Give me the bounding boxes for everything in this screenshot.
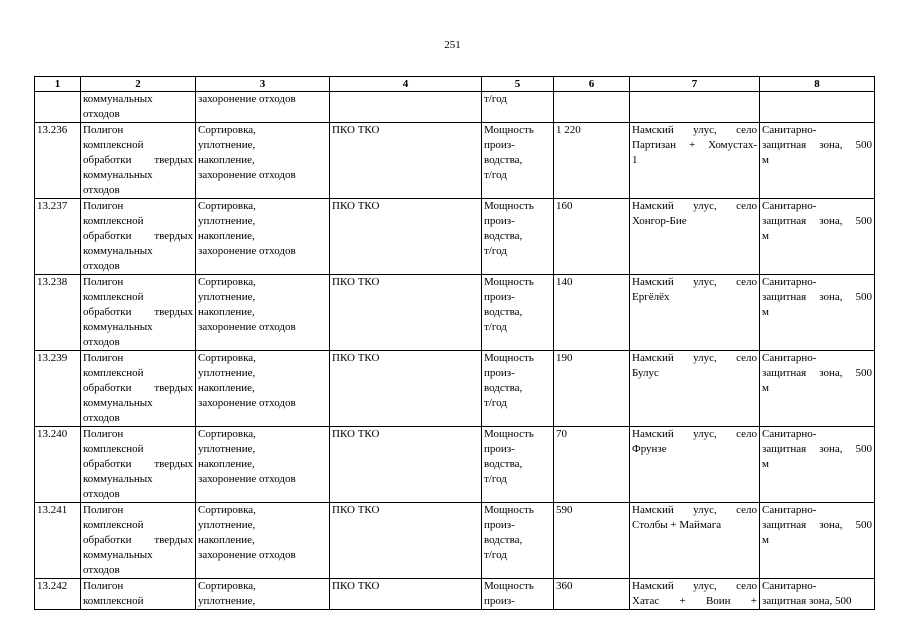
cell-line: коммунальных (83, 93, 153, 105)
table-row (35, 503, 875, 579)
cell-activity (196, 92, 330, 123)
cell-line: Санитарно- (762, 200, 817, 212)
cell-activity (196, 351, 330, 427)
cell-number: 13.239 (35, 351, 81, 427)
cell-line: водства, (484, 230, 523, 242)
cell-number: 13.236 (35, 123, 81, 199)
cell-line: защитная зона, 500 (762, 215, 872, 227)
cell-line: коммунальных (83, 549, 153, 561)
cell-line: комплексной (83, 595, 144, 607)
cell-line: комплексной (83, 519, 144, 531)
cell-line: Сортировка, (198, 580, 256, 592)
cell-location (630, 427, 760, 503)
cell-line: Мощность (484, 276, 534, 288)
cell-line: комплексной (83, 367, 144, 379)
cell-line: м (762, 458, 769, 470)
cell-line: комплексной (83, 443, 144, 455)
cell-number: 13.241 (35, 503, 81, 579)
cell-capacity: 160 (554, 199, 630, 275)
cell-line: Санитарно- (762, 428, 817, 440)
table-row (35, 123, 875, 199)
cell-line: Полигон (83, 200, 124, 212)
cell-type: ПКО ТКО (330, 579, 482, 610)
column-header-1: 1 (35, 77, 81, 92)
cell-line: обработки твердых (83, 306, 193, 318)
cell-line: защитная зона, 500 (762, 443, 872, 455)
cell-line: защитная зона, 500 (762, 595, 852, 607)
cell-line: произ- (484, 367, 515, 379)
cell-line: накопление, (198, 534, 255, 546)
cell-line: захоронение отходов (198, 245, 296, 257)
cell-line: т/год (484, 321, 507, 333)
cell-line: уплотнение, (198, 215, 256, 227)
table-row (35, 427, 875, 503)
cell-number: 13.237 (35, 199, 81, 275)
cell-line: водства, (484, 458, 523, 470)
cell-line: Сортировка, (198, 124, 256, 136)
cell-zone (760, 503, 875, 579)
cell-name (81, 123, 196, 199)
cell-line: м (762, 382, 769, 394)
table-row (35, 579, 875, 610)
cell-line: Полигон (83, 504, 124, 516)
column-header-8: 8 (760, 77, 875, 92)
cell-line: захоронение отходов (198, 473, 296, 485)
cell-line: Мощность (484, 428, 534, 440)
cell-line: Намский улус, село (632, 428, 757, 440)
cell-line: м (762, 534, 769, 546)
cell-capacity: 360 (554, 579, 630, 610)
table-row (35, 351, 875, 427)
cell-line: Санитарно- (762, 504, 817, 516)
cell-line: Сортировка, (198, 504, 256, 516)
column-header-6: 6 (554, 77, 630, 92)
cell-type (330, 92, 482, 123)
cell-zone (760, 275, 875, 351)
cell-line: м (762, 154, 769, 166)
cell-line: коммунальных (83, 397, 153, 409)
cell-location (630, 275, 760, 351)
cell-line: обработки твердых (83, 230, 193, 242)
cell-line: комплексной (83, 215, 144, 227)
cell-line: Хатас + Воин + (632, 595, 757, 607)
cell-line: коммунальных (83, 473, 153, 485)
cell-line: Сортировка, (198, 200, 256, 212)
cell-activity (196, 503, 330, 579)
cell-number (35, 92, 81, 123)
cell-line: захоронение отходов (198, 321, 296, 333)
cell-line: обработки твердых (83, 458, 193, 470)
cell-line: отходов (83, 564, 120, 576)
cell-name (81, 579, 196, 610)
cell-line: Полигон (83, 352, 124, 364)
cell-number: 13.238 (35, 275, 81, 351)
cell-number: 13.242 (35, 579, 81, 610)
cell-line: Полигон (83, 428, 124, 440)
cell-line: Сортировка, (198, 352, 256, 364)
cell-name (81, 275, 196, 351)
column-header-5: 5 (482, 77, 554, 92)
cell-line: Санитарно- (762, 352, 817, 364)
cell-line: защитная зона, 500 (762, 519, 872, 531)
cell-line: Мощность (484, 200, 534, 212)
cell-line: захоронение отходов (198, 169, 296, 181)
cell-zone (760, 579, 875, 610)
cell-line: Булус (632, 367, 659, 379)
page-number: 251 (444, 39, 461, 51)
cell-line: Полигон (83, 124, 124, 136)
cell-line: отходов (83, 260, 120, 272)
cell-capacity-label (482, 199, 554, 275)
cell-line: м (762, 306, 769, 318)
cell-line: водства, (484, 382, 523, 394)
cell-name (81, 503, 196, 579)
cell-line: накопление, (198, 154, 255, 166)
cell-type: ПКО ТКО (330, 199, 482, 275)
continuation-row (35, 92, 875, 123)
cell-line: накопление, (198, 458, 255, 470)
cell-line: Партизан + Хомустах- (632, 139, 757, 151)
cell-capacity-label (482, 579, 554, 610)
cell-line: уплотнение, (198, 595, 256, 607)
cell-name (81, 427, 196, 503)
cell-line: произ- (484, 595, 515, 607)
cell-line: водства, (484, 306, 523, 318)
cell-activity (196, 199, 330, 275)
cell-name (81, 351, 196, 427)
cell-line: защитная зона, 500 (762, 139, 872, 151)
cell-line: Намский улус, село (632, 504, 757, 516)
cell-line: отходов (83, 336, 120, 348)
cell-line: произ- (484, 291, 515, 303)
cell-capacity-label (482, 427, 554, 503)
cell-line: произ- (484, 139, 515, 151)
cell-number: 13.240 (35, 427, 81, 503)
cell-location (630, 503, 760, 579)
cell-line: Полигон (83, 276, 124, 288)
cell-capacity-label (482, 503, 554, 579)
cell-line: комплексной (83, 139, 144, 151)
cell-line: Намский улус, село (632, 200, 757, 212)
cell-capacity (554, 92, 630, 123)
cell-line: защитная зона, 500 (762, 367, 872, 379)
cell-line: Намский улус, село (632, 276, 757, 288)
waste-facilities-table (34, 76, 875, 610)
cell-line: Санитарно- (762, 580, 817, 592)
cell-line: отходов (83, 184, 120, 196)
cell-capacity: 190 (554, 351, 630, 427)
cell-zone (760, 92, 875, 123)
cell-zone (760, 199, 875, 275)
cell-type: ПКО ТКО (330, 123, 482, 199)
cell-line: накопление, (198, 382, 255, 394)
cell-type: ПКО ТКО (330, 275, 482, 351)
cell-line: уплотнение, (198, 139, 256, 151)
cell-line: уплотнение, (198, 291, 256, 303)
cell-type: ПКО ТКО (330, 503, 482, 579)
cell-line: водства, (484, 534, 523, 546)
cell-activity (196, 579, 330, 610)
cell-line: уплотнение, (198, 519, 256, 531)
cell-name (81, 92, 196, 123)
cell-zone (760, 351, 875, 427)
cell-type: ПКО ТКО (330, 351, 482, 427)
cell-line: комплексной (83, 291, 144, 303)
cell-type: ПКО ТКО (330, 427, 482, 503)
cell-line: Столбы + Маймага (632, 519, 722, 531)
cell-line: Сортировка, (198, 428, 256, 440)
cell-line: уплотнение, (198, 443, 256, 455)
cell-activity (196, 275, 330, 351)
cell-capacity-label (482, 351, 554, 427)
cell-name (81, 199, 196, 275)
cell-location (630, 92, 760, 123)
cell-location (630, 579, 760, 610)
cell-line: т/год (484, 473, 507, 485)
cell-line: захоронение отходов (198, 549, 296, 561)
cell-line: уплотнение, (198, 367, 256, 379)
cell-capacity-label (482, 92, 554, 123)
cell-line: защитная зона, 500 (762, 291, 872, 303)
cell-location (630, 123, 760, 199)
cell-activity (196, 427, 330, 503)
cell-line: Хонгор-Бие (632, 215, 687, 227)
cell-line: произ- (484, 519, 515, 531)
cell-line: Мощность (484, 352, 534, 364)
cell-line: Санитарно- (762, 276, 817, 288)
cell-line: т/год (484, 169, 507, 181)
table-row (35, 275, 875, 351)
cell-line: накопление, (198, 230, 255, 242)
cell-line: Намский улус, село (632, 580, 757, 592)
cell-line: произ- (484, 215, 515, 227)
cell-line: м (762, 230, 769, 242)
cell-line: Намский улус, село (632, 124, 757, 136)
cell-line: обработки твердых (83, 382, 193, 394)
cell-line: Мощность (484, 580, 534, 592)
cell-line: Полигон (83, 580, 124, 592)
column-header-4: 4 (330, 77, 482, 92)
table-row (35, 199, 875, 275)
column-header-3: 3 (196, 77, 330, 92)
cell-line: произ- (484, 443, 515, 455)
cell-line: водства, (484, 154, 523, 166)
cell-line: т/год (484, 549, 507, 561)
cell-line: коммунальных (83, 169, 153, 181)
cell-capacity: 140 (554, 275, 630, 351)
cell-capacity: 590 (554, 503, 630, 579)
cell-location (630, 351, 760, 427)
column-header-7: 7 (630, 77, 760, 92)
cell-line: коммунальных (83, 321, 153, 333)
cell-zone (760, 427, 875, 503)
table-header-row (35, 77, 875, 92)
cell-line: коммунальных (83, 245, 153, 257)
cell-line: отходов (83, 412, 120, 424)
cell-line: т/год (484, 245, 507, 257)
cell-capacity-label (482, 275, 554, 351)
cell-location (630, 199, 760, 275)
cell-line: захоронение отходов (198, 397, 296, 409)
cell-line: захоронение отходов (198, 93, 296, 105)
cell-line: обработки твердых (83, 154, 193, 166)
cell-line: Мощность (484, 504, 534, 516)
cell-capacity: 1 220 (554, 123, 630, 199)
cell-line: Ергёлёх (632, 291, 670, 303)
cell-line: т/год (484, 93, 507, 105)
cell-activity (196, 123, 330, 199)
cell-line: 1 (632, 154, 638, 166)
cell-line: Сортировка, (198, 276, 256, 288)
cell-line: Мощность (484, 124, 534, 136)
cell-line: Санитарно- (762, 124, 817, 136)
cell-line: накопление, (198, 306, 255, 318)
cell-line: обработки твердых (83, 534, 193, 546)
cell-capacity-label (482, 123, 554, 199)
cell-line: отходов (83, 108, 120, 120)
cell-capacity: 70 (554, 427, 630, 503)
cell-line: Фрунзе (632, 443, 667, 455)
cell-zone (760, 123, 875, 199)
cell-line: отходов (83, 488, 120, 500)
cell-line: т/год (484, 397, 507, 409)
column-header-2: 2 (81, 77, 196, 92)
cell-line: Намский улус, село (632, 352, 757, 364)
